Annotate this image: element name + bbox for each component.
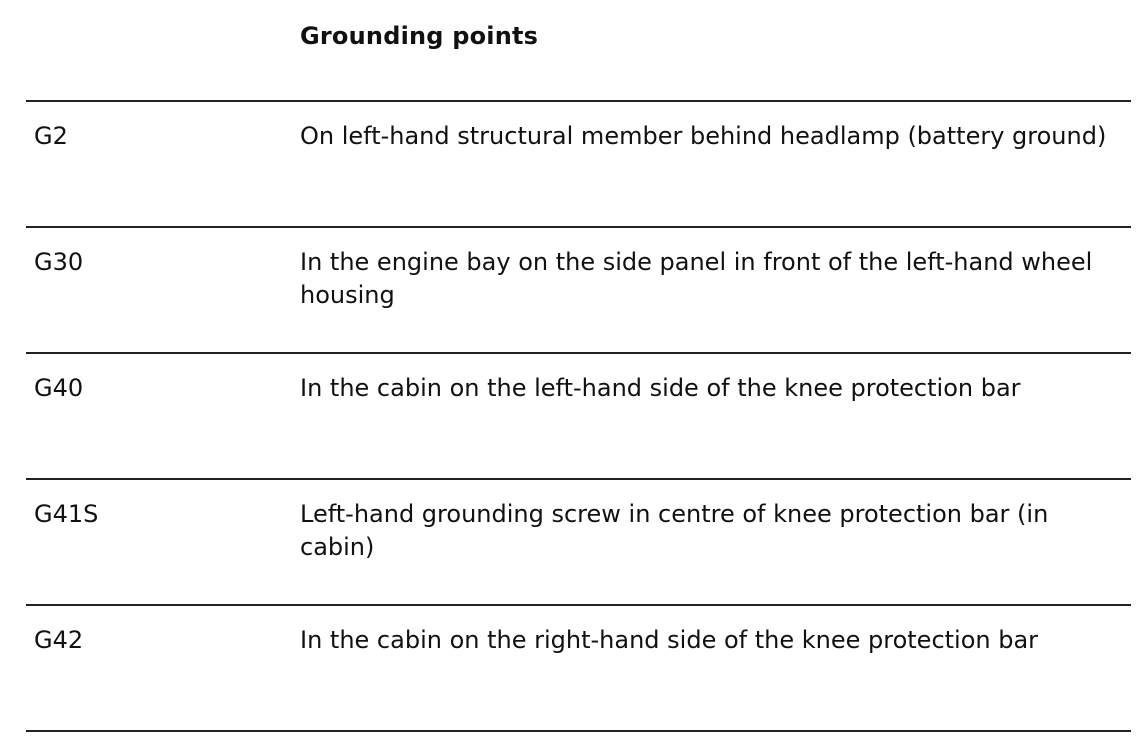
grounding-description: In the cabin on the right-hand side of the knee protection bar xyxy=(300,626,1039,654)
table-row xyxy=(26,352,1131,478)
table-row xyxy=(26,478,1131,604)
grounding-description: Left-hand grounding screw in centre of knee protection bar (in cabin) xyxy=(300,500,1049,561)
grounding-code: G42 xyxy=(34,626,84,654)
grounding-description: On left-hand structural member behind headlamp (battery ground) xyxy=(300,122,1107,150)
grounding-description: In the engine bay on the side panel in front of the left-hand wheel housing xyxy=(300,248,1093,309)
grounding-code: G40 xyxy=(34,374,84,402)
grounding-code: G41S xyxy=(34,500,99,528)
table-row xyxy=(26,226,1131,352)
grounding-points-table xyxy=(26,100,1131,732)
page-title: Grounding points xyxy=(300,22,539,50)
table-row xyxy=(26,100,1131,226)
table-row xyxy=(26,604,1131,732)
grounding-description: In the cabin on the left-hand side of the knee protection bar xyxy=(300,374,1021,402)
grounding-code: G30 xyxy=(34,248,84,276)
grounding-code: G2 xyxy=(34,122,68,150)
